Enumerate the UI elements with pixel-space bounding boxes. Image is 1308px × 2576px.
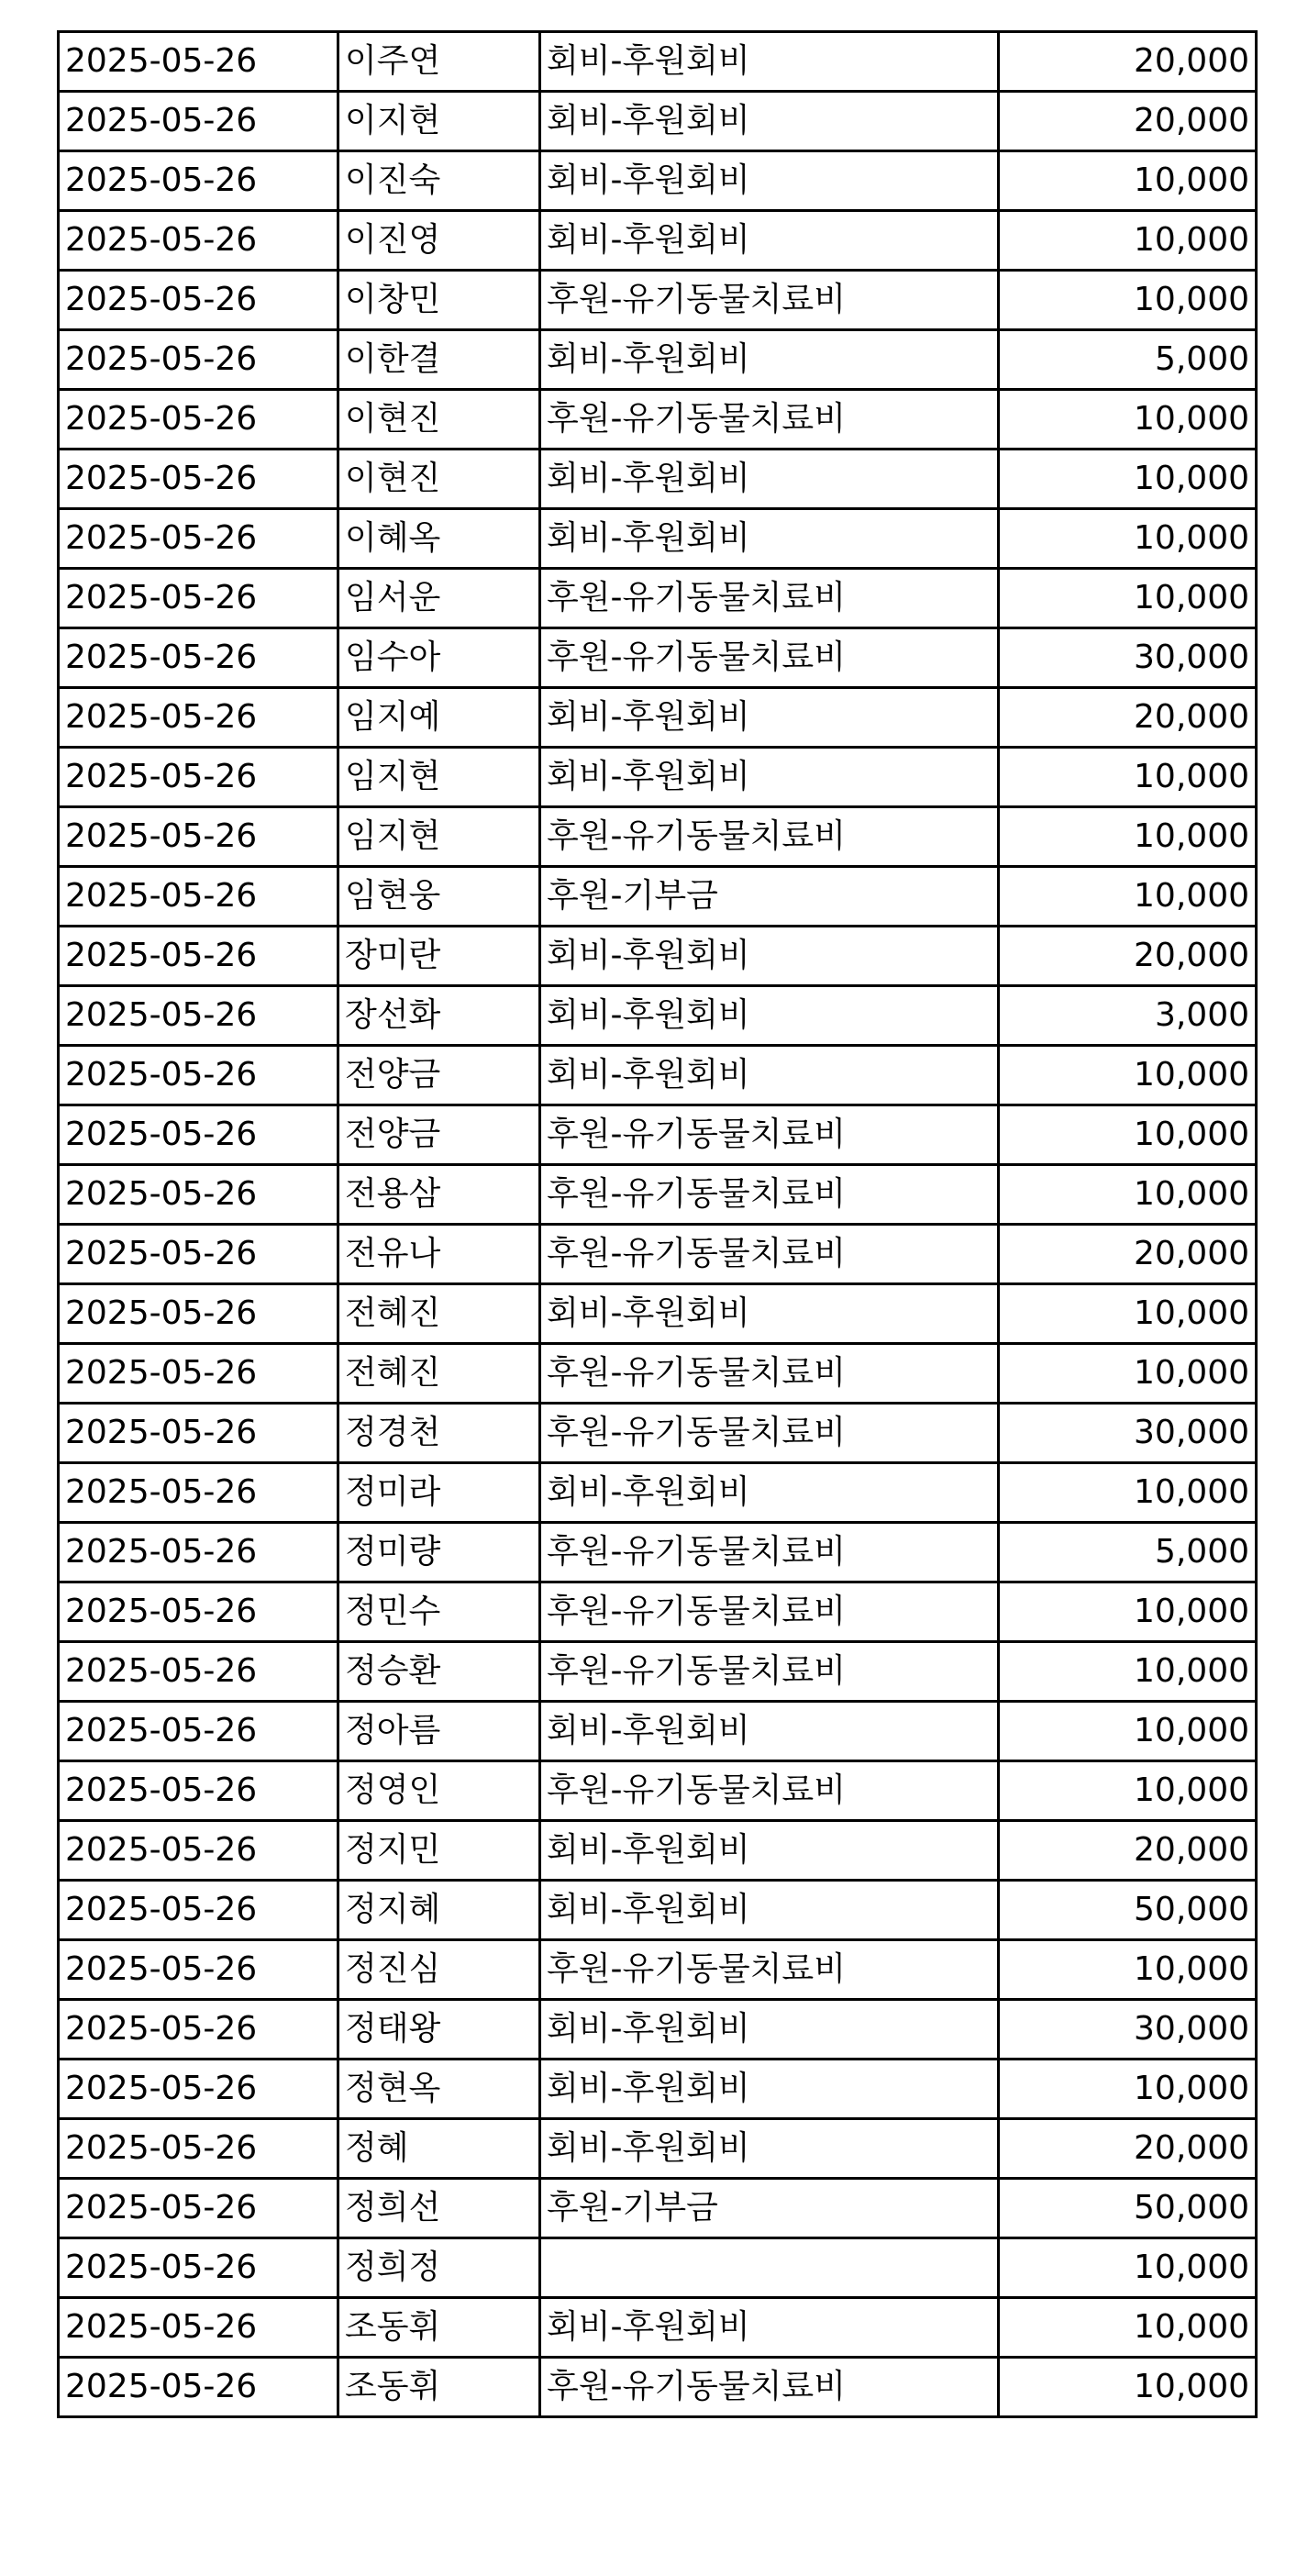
name-cell: 정민수: [338, 1582, 540, 1642]
name-cell: 전유나: [338, 1225, 540, 1284]
amount-cell: 10,000: [999, 211, 1257, 271]
date-cell: 2025-05-26: [59, 1046, 338, 1105]
category-cell: 후원-유기동물치료비: [540, 2358, 999, 2417]
amount-cell: 10,000: [999, 1046, 1257, 1105]
table-row: [59, 867, 1257, 927]
date-cell: 2025-05-26: [59, 1582, 338, 1642]
category-cell: 회비-후원회비: [540, 927, 999, 986]
table-row: [59, 628, 1257, 688]
date-cell: 2025-05-26: [59, 569, 338, 628]
table-row: [59, 509, 1257, 569]
category-cell: 회비-후원회비: [540, 986, 999, 1046]
table-row: [59, 211, 1257, 271]
name-cell: 임현웅: [338, 867, 540, 927]
date-cell: 2025-05-26: [59, 1821, 338, 1881]
amount-cell: 10,000: [999, 569, 1257, 628]
category-cell: 후원-유기동물치료비: [540, 1523, 999, 1582]
category-cell: 회비-후원회비: [540, 2298, 999, 2358]
date-cell: 2025-05-26: [59, 211, 338, 271]
amount-cell: 3,000: [999, 986, 1257, 1046]
table-row: [59, 2358, 1257, 2417]
name-cell: 전용삼: [338, 1165, 540, 1225]
date-cell: 2025-05-26: [59, 986, 338, 1046]
table-row: [59, 1702, 1257, 1761]
date-cell: 2025-05-26: [59, 2179, 338, 2238]
date-cell: 2025-05-26: [59, 1404, 338, 1463]
category-cell: 회비-후원회비: [540, 1821, 999, 1881]
date-cell: 2025-05-26: [59, 2060, 338, 2119]
table-row: [59, 1344, 1257, 1404]
date-cell: 2025-05-26: [59, 867, 338, 927]
amount-cell: 10,000: [999, 151, 1257, 211]
name-cell: 정승환: [338, 1642, 540, 1702]
table-row: [59, 2179, 1257, 2238]
date-cell: 2025-05-26: [59, 1523, 338, 1582]
category-cell: 후원-유기동물치료비: [540, 1105, 999, 1165]
table-row: [59, 986, 1257, 1046]
name-cell: 이현진: [338, 450, 540, 509]
name-cell: 전혜진: [338, 1344, 540, 1404]
amount-cell: 10,000: [999, 390, 1257, 450]
table-row: [59, 32, 1257, 92]
table-row: [59, 330, 1257, 390]
category-cell: 후원-유기동물치료비: [540, 390, 999, 450]
table-row: [59, 151, 1257, 211]
name-cell: 이진영: [338, 211, 540, 271]
name-cell: 임지예: [338, 688, 540, 748]
category-cell: 회비-후원회비: [540, 211, 999, 271]
date-cell: 2025-05-26: [59, 748, 338, 807]
amount-cell: 10,000: [999, 509, 1257, 569]
date-cell: 2025-05-26: [59, 1344, 338, 1404]
amount-cell: 20,000: [999, 92, 1257, 151]
table-row: [59, 1821, 1257, 1881]
name-cell: 정영인: [338, 1761, 540, 1821]
name-cell: 이진숙: [338, 151, 540, 211]
name-cell: 임지현: [338, 748, 540, 807]
table-row: [59, 1463, 1257, 1523]
category-cell: 회비-후원회비: [540, 32, 999, 92]
donation-ledger-table: [57, 30, 1258, 2418]
name-cell: 정미라: [338, 1463, 540, 1523]
category-cell: 후원-유기동물치료비: [540, 807, 999, 867]
name-cell: 임지현: [338, 807, 540, 867]
category-cell: 후원-유기동물치료비: [540, 1940, 999, 2000]
table-row: [59, 2238, 1257, 2298]
amount-cell: 5,000: [999, 1523, 1257, 1582]
amount-cell: 10,000: [999, 1702, 1257, 1761]
amount-cell: 50,000: [999, 1881, 1257, 1940]
table-row: [59, 2060, 1257, 2119]
date-cell: 2025-05-26: [59, 2298, 338, 2358]
name-cell: 조동휘: [338, 2358, 540, 2417]
table-row: [59, 2000, 1257, 2060]
amount-cell: 30,000: [999, 1404, 1257, 1463]
table-row: [59, 927, 1257, 986]
date-cell: 2025-05-26: [59, 2000, 338, 2060]
table-row: [59, 1761, 1257, 1821]
category-cell: 회비-후원회비: [540, 2119, 999, 2179]
amount-cell: 10,000: [999, 1165, 1257, 1225]
name-cell: 장미란: [338, 927, 540, 986]
name-cell: 정진심: [338, 1940, 540, 2000]
category-cell: 회비-후원회비: [540, 92, 999, 151]
name-cell: 정아름: [338, 1702, 540, 1761]
amount-cell: 10,000: [999, 271, 1257, 330]
amount-cell: 10,000: [999, 1463, 1257, 1523]
date-cell: 2025-05-26: [59, 1225, 338, 1284]
amount-cell: 10,000: [999, 1105, 1257, 1165]
amount-cell: 20,000: [999, 1225, 1257, 1284]
amount-cell: 10,000: [999, 1940, 1257, 2000]
name-cell: 정지민: [338, 1821, 540, 1881]
table-row: [59, 1105, 1257, 1165]
amount-cell: 20,000: [999, 688, 1257, 748]
table-row: [59, 1642, 1257, 1702]
name-cell: 이주연: [338, 32, 540, 92]
table-row: [59, 1284, 1257, 1344]
amount-cell: 10,000: [999, 450, 1257, 509]
amount-cell: 10,000: [999, 2358, 1257, 2417]
name-cell: 임수아: [338, 628, 540, 688]
category-cell: 회비-후원회비: [540, 1046, 999, 1105]
amount-cell: 20,000: [999, 1821, 1257, 1881]
date-cell: 2025-05-26: [59, 1165, 338, 1225]
category-cell: 후원-유기동물치료비: [540, 1344, 999, 1404]
date-cell: 2025-05-26: [59, 32, 338, 92]
date-cell: 2025-05-26: [59, 2358, 338, 2417]
name-cell: 이한결: [338, 330, 540, 390]
amount-cell: 10,000: [999, 2298, 1257, 2358]
name-cell: 정지혜: [338, 1881, 540, 1940]
amount-cell: 20,000: [999, 2119, 1257, 2179]
category-cell: 후원-유기동물치료비: [540, 1761, 999, 1821]
amount-cell: 30,000: [999, 628, 1257, 688]
category-cell: 회비-후원회비: [540, 1284, 999, 1344]
category-cell: 후원-유기동물치료비: [540, 271, 999, 330]
date-cell: 2025-05-26: [59, 450, 338, 509]
table-row: [59, 1881, 1257, 1940]
category-cell: 후원-유기동물치료비: [540, 1404, 999, 1463]
name-cell: 전양금: [338, 1105, 540, 1165]
category-cell: 회비-후원회비: [540, 330, 999, 390]
category-cell: 후원-유기동물치료비: [540, 569, 999, 628]
table-row: [59, 807, 1257, 867]
name-cell: 정태왕: [338, 2000, 540, 2060]
category-cell: 후원-유기동물치료비: [540, 1642, 999, 1702]
amount-cell: 20,000: [999, 927, 1257, 986]
table-row: [59, 1940, 1257, 2000]
date-cell: 2025-05-26: [59, 628, 338, 688]
date-cell: 2025-05-26: [59, 390, 338, 450]
name-cell: 조동휘: [338, 2298, 540, 2358]
amount-cell: 30,000: [999, 2000, 1257, 2060]
date-cell: 2025-05-26: [59, 92, 338, 151]
category-cell: 후원-유기동물치료비: [540, 1165, 999, 1225]
table-row: [59, 390, 1257, 450]
table-row: [59, 92, 1257, 151]
category-cell: 회비-후원회비: [540, 1463, 999, 1523]
category-cell: 회비-후원회비: [540, 151, 999, 211]
date-cell: 2025-05-26: [59, 688, 338, 748]
name-cell: 정경천: [338, 1404, 540, 1463]
date-cell: 2025-05-26: [59, 1642, 338, 1702]
date-cell: 2025-05-26: [59, 1761, 338, 1821]
category-cell: 후원-유기동물치료비: [540, 628, 999, 688]
category-cell: 회비-후원회비: [540, 2060, 999, 2119]
date-cell: 2025-05-26: [59, 1940, 338, 2000]
category-cell: 회비-후원회비: [540, 1881, 999, 1940]
table-row: [59, 1404, 1257, 1463]
table-row: [59, 748, 1257, 807]
category-cell: 후원-유기동물치료비: [540, 1225, 999, 1284]
date-cell: 2025-05-26: [59, 330, 338, 390]
date-cell: 2025-05-26: [59, 2119, 338, 2179]
category-cell: 후원-기부금: [540, 867, 999, 927]
category-cell: 회비-후원회비: [540, 509, 999, 569]
name-cell: 이혜옥: [338, 509, 540, 569]
table-row: [59, 688, 1257, 748]
date-cell: 2025-05-26: [59, 1463, 338, 1523]
name-cell: 이지현: [338, 92, 540, 151]
amount-cell: 10,000: [999, 1642, 1257, 1702]
category-cell: 회비-후원회비: [540, 2000, 999, 2060]
name-cell: 정현옥: [338, 2060, 540, 2119]
amount-cell: 10,000: [999, 1284, 1257, 1344]
table-row: [59, 1523, 1257, 1582]
date-cell: 2025-05-26: [59, 927, 338, 986]
name-cell: 정미량: [338, 1523, 540, 1582]
category-cell: 회비-후원회비: [540, 450, 999, 509]
table-row: [59, 450, 1257, 509]
date-cell: 2025-05-26: [59, 807, 338, 867]
table-row: [59, 271, 1257, 330]
amount-cell: 5,000: [999, 330, 1257, 390]
table-row: [59, 1582, 1257, 1642]
amount-cell: 10,000: [999, 1344, 1257, 1404]
category-cell: 회비-후원회비: [540, 748, 999, 807]
amount-cell: 10,000: [999, 2238, 1257, 2298]
name-cell: 정희선: [338, 2179, 540, 2238]
date-cell: 2025-05-26: [59, 1881, 338, 1940]
amount-cell: 10,000: [999, 748, 1257, 807]
name-cell: 장선화: [338, 986, 540, 1046]
name-cell: 전양금: [338, 1046, 540, 1105]
name-cell: 임서운: [338, 569, 540, 628]
category-cell: 회비-후원회비: [540, 1702, 999, 1761]
table-row: [59, 1225, 1257, 1284]
date-cell: 2025-05-26: [59, 1105, 338, 1165]
name-cell: 이창민: [338, 271, 540, 330]
amount-cell: 50,000: [999, 2179, 1257, 2238]
name-cell: 정희정: [338, 2238, 540, 2298]
category-cell: 후원-기부금: [540, 2179, 999, 2238]
category-cell: 회비-후원회비: [540, 688, 999, 748]
amount-cell: 10,000: [999, 2060, 1257, 2119]
amount-cell: 10,000: [999, 1582, 1257, 1642]
table-row: [59, 2298, 1257, 2358]
amount-cell: 10,000: [999, 867, 1257, 927]
table-row: [59, 1046, 1257, 1105]
category-cell: [540, 2238, 999, 2298]
amount-cell: 20,000: [999, 32, 1257, 92]
table-row: [59, 569, 1257, 628]
date-cell: 2025-05-26: [59, 1284, 338, 1344]
name-cell: 정혜: [338, 2119, 540, 2179]
date-cell: 2025-05-26: [59, 151, 338, 211]
name-cell: 전혜진: [338, 1284, 540, 1344]
amount-cell: 10,000: [999, 807, 1257, 867]
amount-cell: 10,000: [999, 1761, 1257, 1821]
date-cell: 2025-05-26: [59, 1702, 338, 1761]
date-cell: 2025-05-26: [59, 509, 338, 569]
ledger-body: [59, 32, 1257, 2417]
date-cell: 2025-05-26: [59, 271, 338, 330]
table-row: [59, 2119, 1257, 2179]
table-row: [59, 1165, 1257, 1225]
category-cell: 후원-유기동물치료비: [540, 1582, 999, 1642]
date-cell: 2025-05-26: [59, 2238, 338, 2298]
name-cell: 이현진: [338, 390, 540, 450]
